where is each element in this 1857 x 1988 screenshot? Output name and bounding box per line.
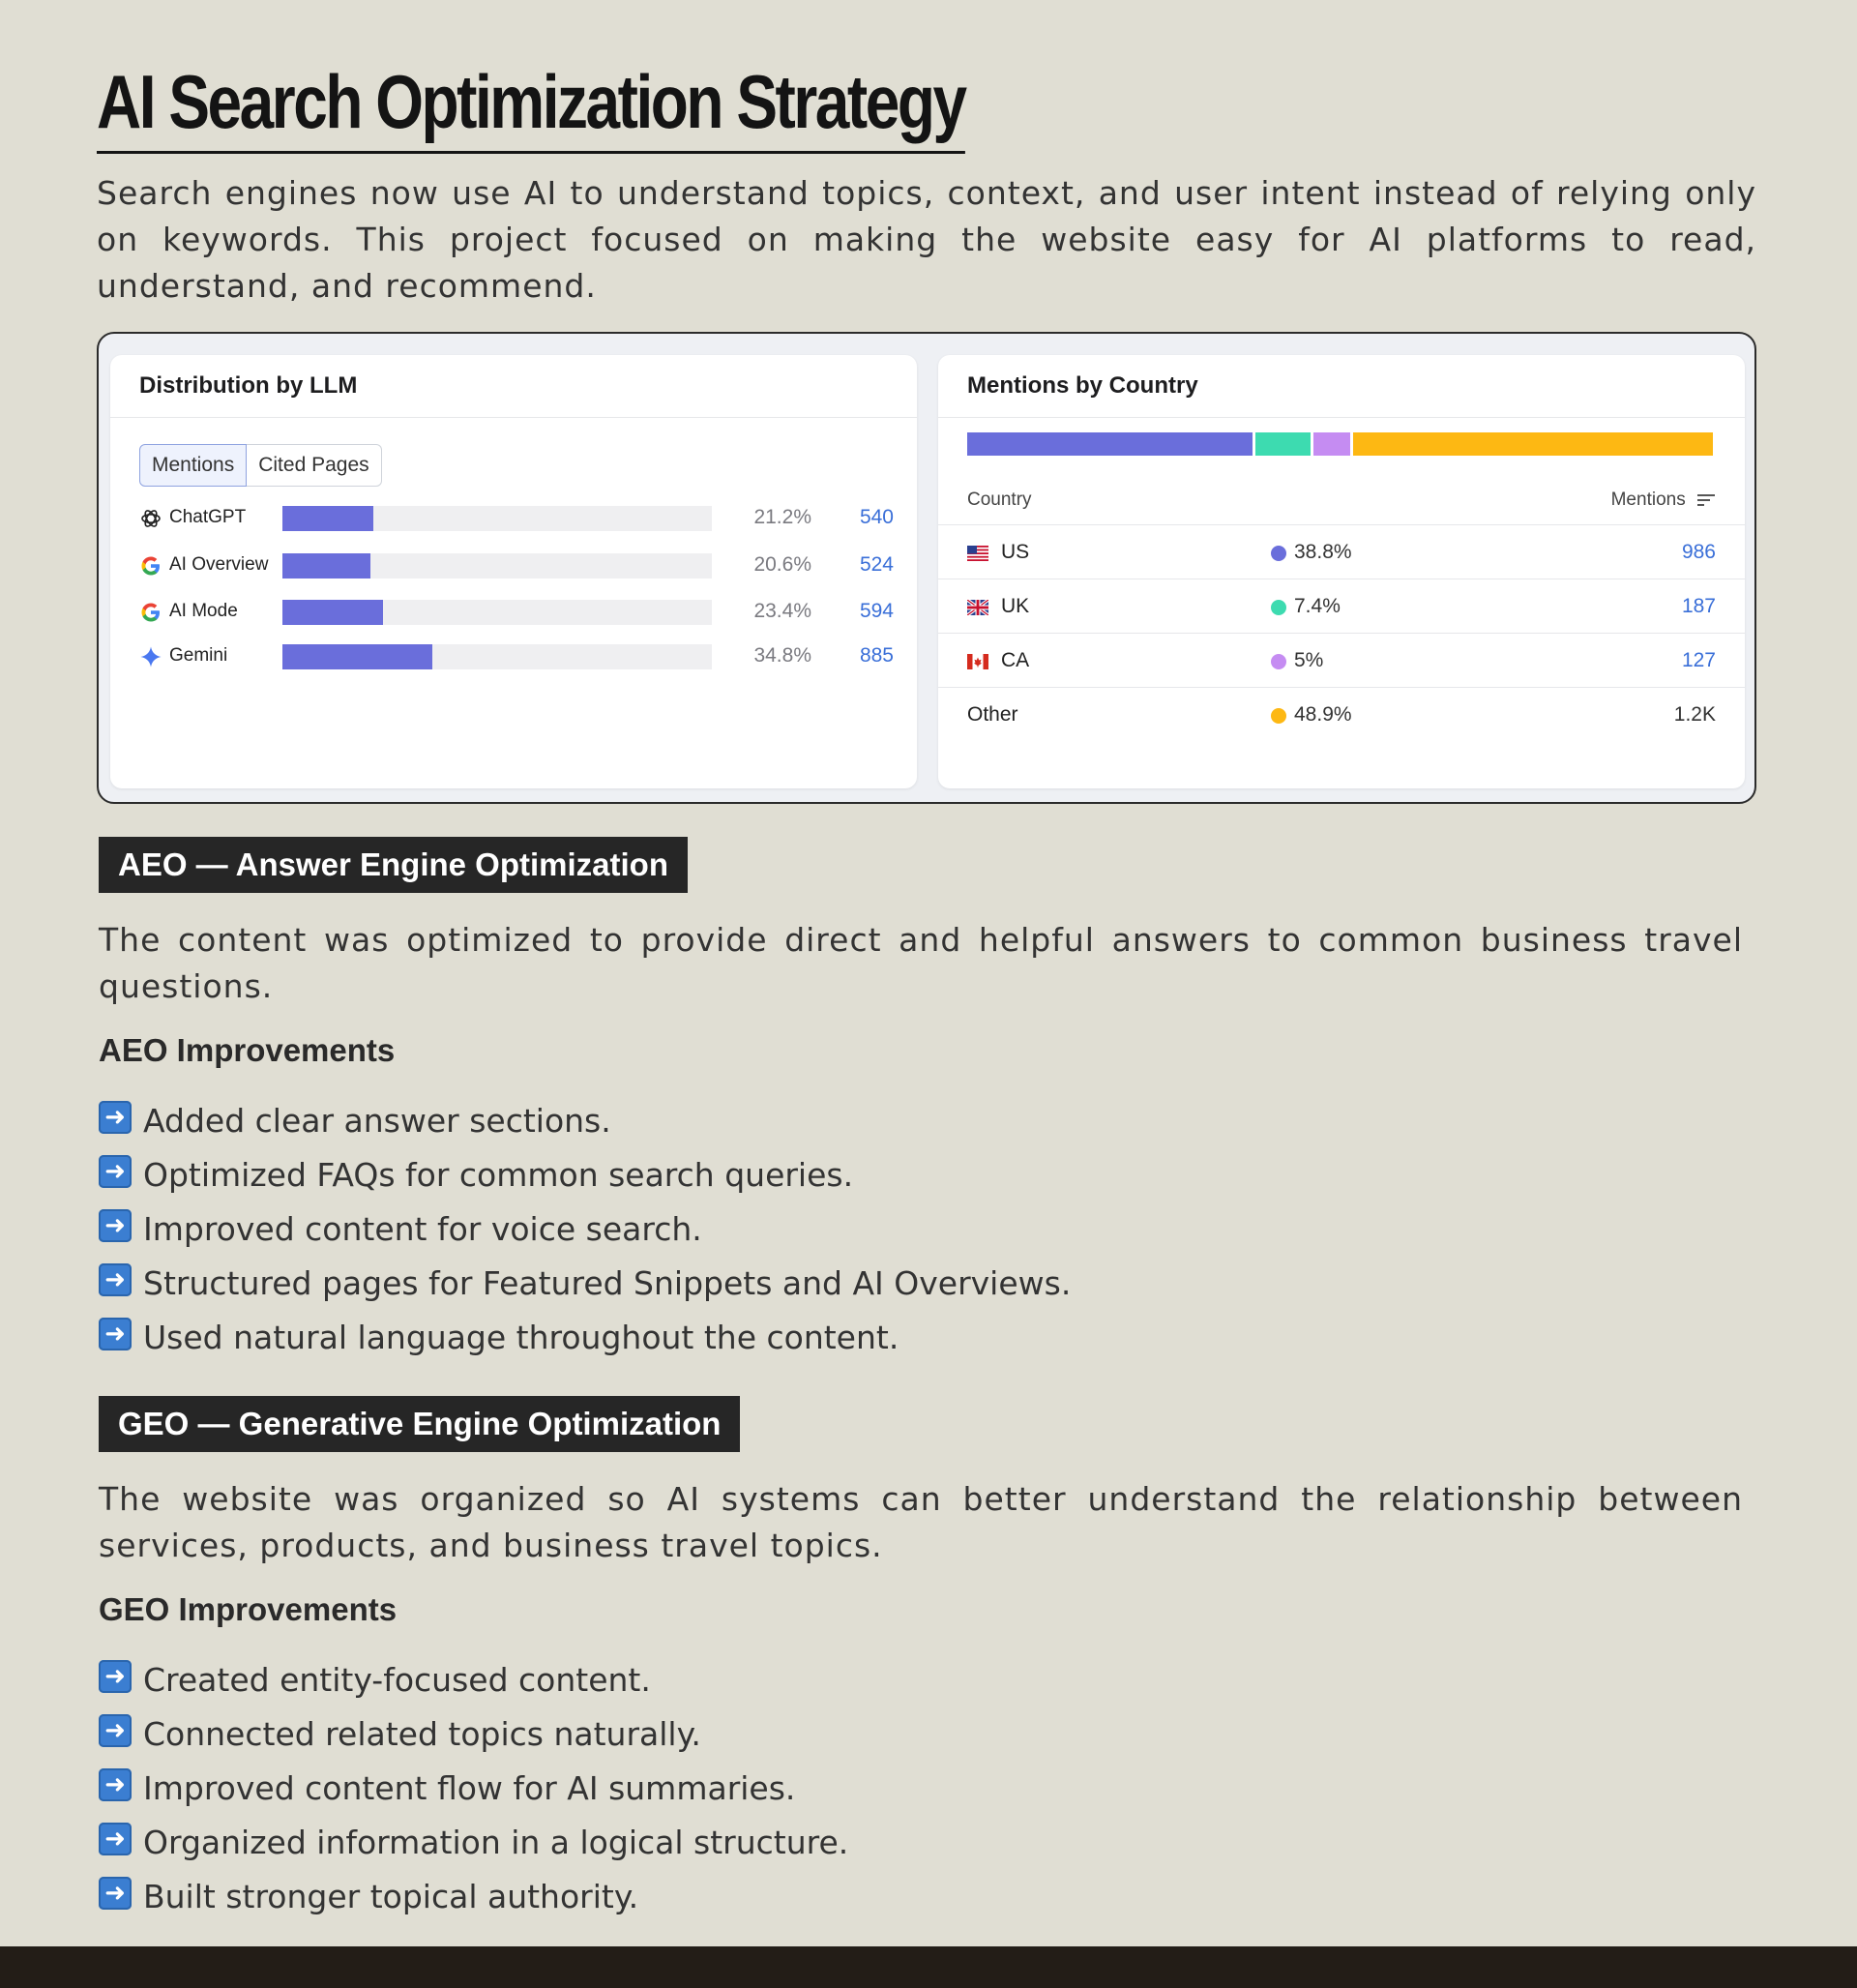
- right-arrow-icon: ➜: [99, 1155, 132, 1188]
- list-item: [99, 1706, 848, 1761]
- country-name: CA: [1001, 649, 1030, 671]
- column-header-mentions-label: Mentions: [1610, 490, 1686, 510]
- llm-name: Gemini: [169, 645, 228, 666]
- aeo-description: The content was optimized to provide direct and helpful answers to common business travel questions.: [99, 921, 1743, 1005]
- country-percent: 48.9%: [1294, 703, 1352, 726]
- ca-flag-icon: [967, 654, 988, 669]
- country-percent: 7.4%: [1294, 595, 1341, 617]
- list-item: [99, 1815, 848, 1869]
- llm-value-link[interactable]: 524: [859, 553, 894, 576]
- uk-flag-icon: [967, 600, 988, 615]
- google-icon: [139, 554, 162, 578]
- google-icon: [139, 601, 162, 624]
- intro-paragraph: Search engines now use AI to understand topics, context, and user intent instead of relying only on keywords. This project focused on making the website easy for AI platforms to read, understand, and recommend.: [97, 174, 1756, 305]
- sort-icon: [1696, 493, 1716, 507]
- aeo-improvements-list: [99, 1093, 1071, 1364]
- stack-segment-other: [1353, 432, 1713, 456]
- country-row-us: [938, 524, 1745, 579]
- llm-bar-track: [282, 506, 712, 531]
- llm-name: AI Overview: [169, 554, 269, 575]
- geo-improvements-heading: GEO Improvements: [99, 1591, 398, 1627]
- country-name: US: [1001, 541, 1030, 563]
- country-percent: 38.8%: [1294, 541, 1352, 563]
- list-item: [99, 1310, 1071, 1364]
- country-row-ca: [938, 633, 1745, 688]
- llm-name: ChatGPT: [169, 507, 247, 527]
- country-mentions-link[interactable]: 127: [1681, 649, 1716, 671]
- list-item-text: Used natural language throughout the content.: [143, 1318, 899, 1356]
- geo-description: The website was organized so AI systems can better understand the relationship between services, products, and business travel topics.: [99, 1480, 1743, 1564]
- country-mentions-link[interactable]: 187: [1681, 595, 1716, 617]
- list-item-text: Improved content for voice search.: [143, 1209, 702, 1248]
- country-row-uk: [938, 579, 1745, 634]
- us-flag-icon: [967, 546, 988, 561]
- right-arrow-icon: ➜: [99, 1318, 132, 1350]
- country-mentions-panel: [938, 355, 1745, 788]
- list-item: [99, 1202, 1071, 1256]
- right-arrow-icon: ➜: [99, 1714, 132, 1747]
- aeo-section-badge: AEO — Answer Engine Optimization: [99, 837, 688, 893]
- llm-value-link[interactable]: 594: [859, 600, 894, 622]
- list-item: [99, 1256, 1071, 1310]
- footer-bar: [0, 1946, 1857, 1988]
- panel-divider: [110, 417, 917, 418]
- right-arrow-icon: ➜: [99, 1660, 132, 1693]
- right-arrow-icon: ➜: [99, 1263, 132, 1296]
- list-item: [99, 1147, 1071, 1202]
- llm-percent: 34.8%: [753, 644, 811, 667]
- right-arrow-icon: ➜: [99, 1768, 132, 1801]
- list-item-text: Organized information in a logical structure.: [143, 1823, 849, 1861]
- right-arrow-icon: ➜: [99, 1823, 132, 1855]
- country-mentions-link[interactable]: 986: [1681, 541, 1716, 563]
- llm-bar-track: [282, 600, 712, 625]
- list-item-text: Built stronger topical authority.: [143, 1877, 639, 1915]
- list-item-text: Improved content flow for AI summaries.: [143, 1768, 796, 1807]
- right-arrow-icon: ➜: [99, 1877, 132, 1910]
- legend-dot: [1271, 708, 1286, 724]
- llm-bar-track: [282, 553, 712, 579]
- page-title: AI Search Optimization Strategy: [97, 58, 965, 154]
- legend-dot: [1271, 600, 1286, 615]
- llm-bar-fill: [282, 644, 432, 669]
- panel-divider: [938, 417, 1745, 418]
- llm-percent: 23.4%: [753, 600, 811, 622]
- geo-section-badge: GEO — Generative Engine Optimization: [99, 1396, 740, 1452]
- llm-row-ai-overview: [139, 551, 894, 580]
- column-header-country: Country: [967, 490, 1032, 510]
- list-item: [99, 1869, 848, 1923]
- llm-row-chatgpt: [139, 504, 894, 533]
- llm-value-link[interactable]: 540: [859, 506, 894, 528]
- country-mentions-value: 1.2K: [1673, 703, 1716, 726]
- dashboard-screenshot: [97, 332, 1756, 804]
- list-item: [99, 1761, 848, 1815]
- aeo-improvements-heading: AEO Improvements: [99, 1032, 396, 1068]
- legend-dot: [1271, 546, 1286, 561]
- llm-row-ai-mode: [139, 598, 894, 627]
- legend-dot: [1271, 654, 1286, 669]
- right-arrow-icon: ➜: [99, 1209, 132, 1242]
- llm-panel-title: Distribution by LLM: [139, 372, 358, 399]
- llm-distribution-panel: [110, 355, 917, 788]
- llm-percent: 21.2%: [753, 506, 811, 528]
- list-item: [99, 1093, 1071, 1147]
- chatgpt-icon: [139, 507, 162, 530]
- list-item: [99, 1652, 848, 1706]
- country-percent: 5%: [1294, 649, 1324, 671]
- llm-value-link[interactable]: 885: [859, 644, 894, 667]
- stack-segment-uk: [1255, 432, 1310, 456]
- llm-bar-fill: [282, 553, 370, 579]
- llm-bar-fill: [282, 506, 373, 531]
- gemini-icon: [139, 645, 162, 668]
- list-item-text: Added clear answer sections.: [143, 1101, 611, 1140]
- tab-cited-pages[interactable]: Cited Pages: [247, 444, 381, 487]
- llm-row-gemini: [139, 642, 894, 671]
- country-table-header: [967, 490, 1716, 511]
- llm-bar-fill: [282, 600, 383, 625]
- stack-segment-us: [967, 432, 1253, 456]
- list-item-text: Created entity-focused content.: [143, 1660, 651, 1699]
- list-item-text: Structured pages for Featured Snippets and AI Overviews.: [143, 1263, 1072, 1302]
- metric-toggle: [139, 444, 382, 487]
- country-panel-title: Mentions by Country: [967, 372, 1198, 399]
- column-header-mentions[interactable]: [1611, 490, 1716, 511]
- list-item-text: Connected related topics naturally.: [143, 1714, 701, 1753]
- geo-improvements-list: [99, 1652, 848, 1923]
- country-stacked-bar: [967, 432, 1716, 456]
- list-item-text: Optimized FAQs for common search queries.: [143, 1155, 854, 1194]
- right-arrow-icon: ➜: [99, 1101, 132, 1134]
- country-name: UK: [1001, 595, 1030, 617]
- llm-percent: 20.6%: [753, 553, 811, 576]
- country-row-other: [938, 687, 1745, 742]
- stack-segment-ca: [1313, 432, 1350, 456]
- llm-name: AI Mode: [169, 601, 238, 621]
- tab-mentions[interactable]: Mentions: [139, 444, 247, 487]
- country-name: Other: [967, 703, 1018, 726]
- llm-bar-track: [282, 644, 712, 669]
